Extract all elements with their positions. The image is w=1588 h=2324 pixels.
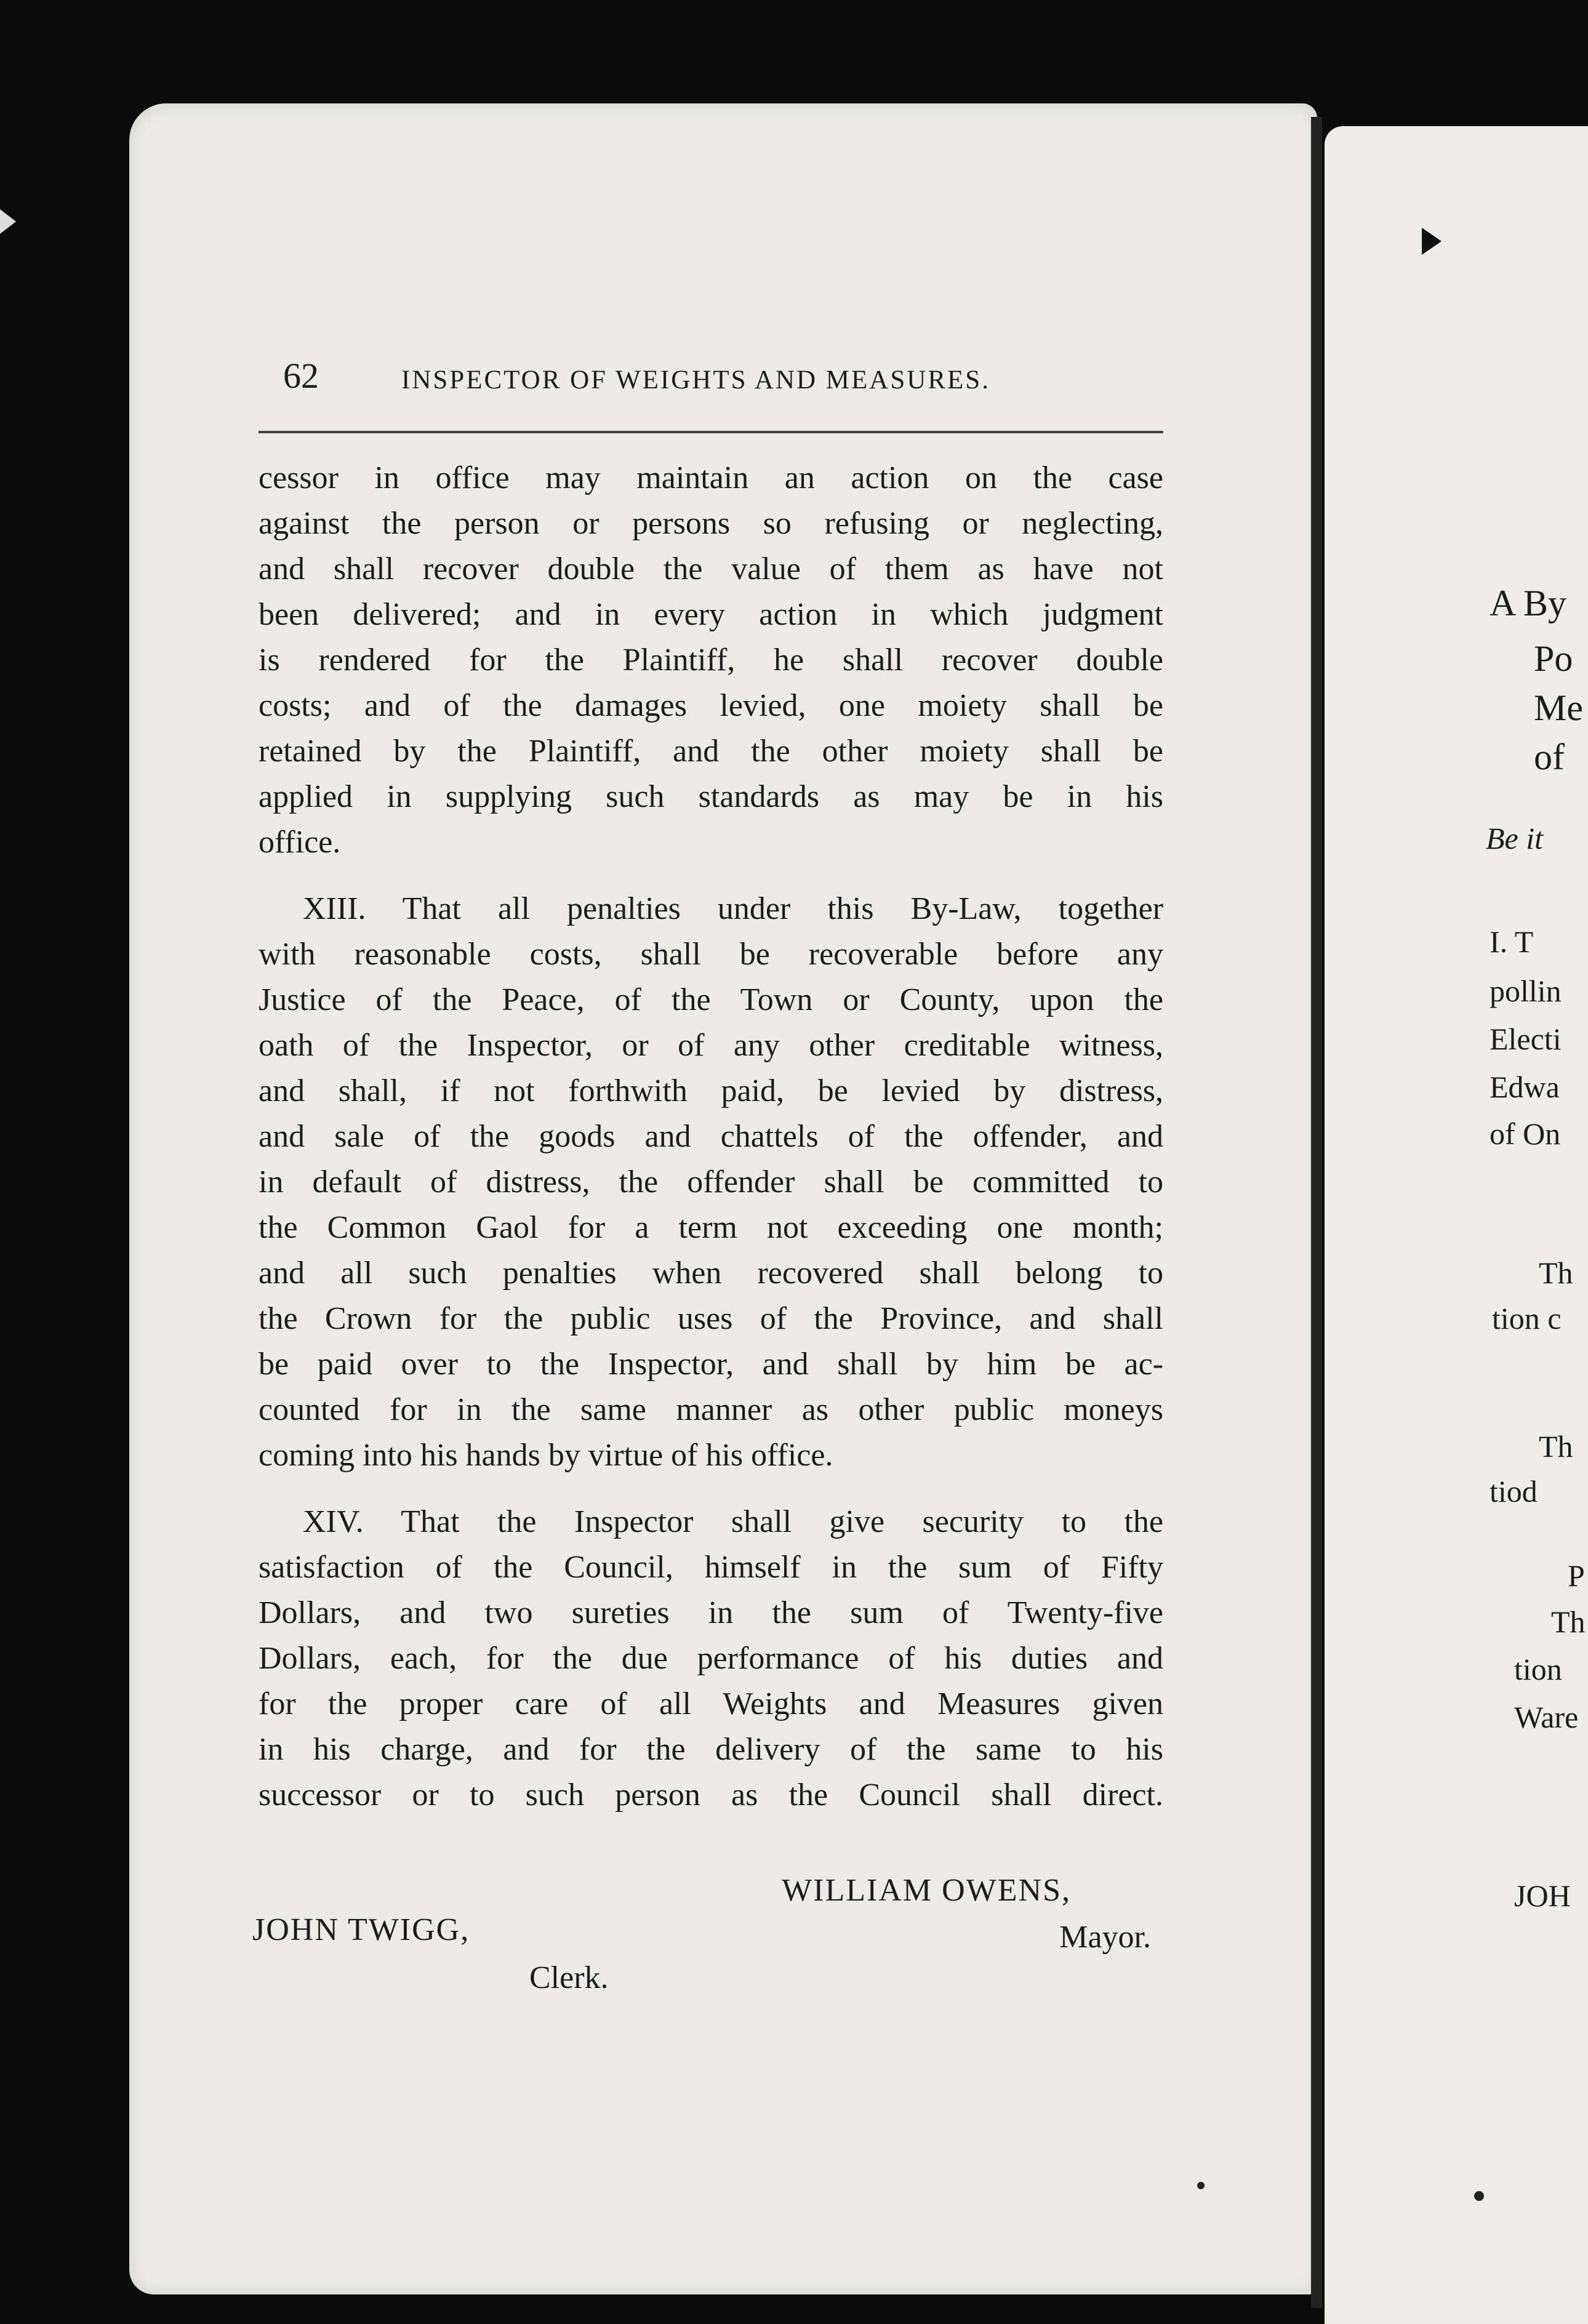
text-line: with reasonable costs, shall be recoverable before any	[259, 937, 1163, 972]
margin-arrow-mark	[1422, 228, 1442, 255]
text-line: oath of the Inspector, or of any other creditable witness,	[259, 1028, 1163, 1063]
paragraph-continuation	[259, 455, 1163, 865]
right-fragment: JOH	[1514, 1878, 1571, 1913]
speck-mark	[1197, 2182, 1205, 2189]
text-line: and shall recover double the value of them as have not	[259, 551, 1163, 587]
text-line: Dollars, each, for the due performance of his duties and	[259, 1641, 1163, 1676]
right-fragment: Electi	[1490, 1022, 1562, 1056]
section-xiv	[259, 1499, 1163, 1818]
clerk-title: Clerk.	[529, 1960, 609, 1995]
text-line: office.	[259, 825, 341, 860]
right-page-text-fragments	[1325, 126, 1588, 2324]
text-line: successor or to such person as the Council shall direct.	[259, 1777, 1163, 1813]
text-line: Dollars, and two sureties in the sum of Twenty-five	[259, 1595, 1163, 1630]
right-fragment: Edwa	[1490, 1070, 1560, 1104]
signature-block	[252, 1872, 1163, 2014]
text-line: XIV. That the Inspector shall give security to the	[303, 1504, 1163, 1539]
right-page	[1325, 126, 1588, 2324]
text-line: be paid over to the Inspector, and shall by him be ac-	[259, 1347, 1163, 1382]
right-fragment: I. T	[1490, 924, 1534, 959]
page-number: 62	[283, 356, 319, 396]
text-line: the Common Gaol for a term not exceeding one month;	[259, 1210, 1163, 1245]
right-fragment: pollin	[1490, 974, 1562, 1008]
text-line: against the person or persons so refusing or neglecting,	[259, 506, 1163, 541]
text-line: Justice of the Peace, of the Town or County, upon the	[259, 982, 1163, 1017]
right-fragment: tion	[1514, 1652, 1562, 1686]
right-fragment: Me	[1534, 687, 1583, 728]
right-fragment: P	[1568, 1558, 1585, 1593]
mayor-title: Mayor.	[1059, 1920, 1151, 1955]
text-line: the Crown for the public uses of the Province, and shall	[259, 1301, 1163, 1336]
right-fragment: of	[1534, 737, 1565, 777]
text-line: retained by the Plaintiff, and the other moiety shall be	[259, 734, 1163, 769]
text-line: and all such penalties when recovered shall belong to	[259, 1256, 1163, 1291]
text-line: counted for in the same manner as other public moneys	[259, 1392, 1163, 1427]
right-fragment: A By	[1490, 583, 1567, 623]
text-line: been delivered; and in every action in which judgment	[259, 597, 1163, 632]
clerk-name: JOHN TWIGG,	[252, 1912, 470, 1947]
right-fragment: Th	[1539, 1429, 1573, 1464]
right-fragment: Ware	[1514, 1700, 1579, 1734]
body-text	[259, 455, 1163, 1839]
text-line: coming into his hands by virtue of his office.	[259, 1438, 833, 1473]
section-xiii	[259, 886, 1163, 1478]
text-line: cessor in office may maintain an action on the case	[259, 460, 1163, 495]
right-fragment: Po	[1534, 638, 1573, 679]
text-line: for the proper care of all Weights and Measures given	[259, 1686, 1163, 1721]
text-line: and shall, if not forthwith paid, be levied by distress,	[259, 1073, 1163, 1108]
text-line: XIII. That all penalties under this By-Law, together	[303, 891, 1163, 926]
mayor-name: WILLIAM OWENS,	[782, 1873, 1071, 1908]
running-head: INSPECTOR OF WEIGHTS AND MEASURES.	[401, 366, 990, 395]
text-line: and sale of the goods and chattels of the offender, and	[259, 1119, 1163, 1154]
text-line: in default of distress, the offender shall be committed to	[259, 1164, 1163, 1200]
right-fragment: Th	[1551, 1605, 1586, 1639]
right-fragment: Th	[1539, 1256, 1573, 1290]
right-fragment: of On	[1490, 1116, 1561, 1151]
speck-mark	[1474, 2191, 1484, 2201]
text-line: satisfaction of the Council, himself in the sum of Fifty	[259, 1550, 1163, 1585]
text-line: costs; and of the damages levied, one moiety shall be	[259, 688, 1163, 723]
text-line: in his charge, and for the delivery of the same to his	[259, 1732, 1163, 1767]
book-gutter	[1311, 117, 1322, 2308]
text-line: applied in supplying such standards as may be in his	[259, 779, 1163, 814]
right-fragment: tiod	[1490, 1474, 1538, 1509]
header-rule	[259, 431, 1163, 433]
text-line: is rendered for the Plaintiff, he shall recover double	[259, 643, 1163, 678]
edge-arrow-mark	[0, 209, 16, 234]
right-fragment: tion c	[1492, 1301, 1562, 1336]
right-fragment: Be it	[1486, 821, 1544, 855]
